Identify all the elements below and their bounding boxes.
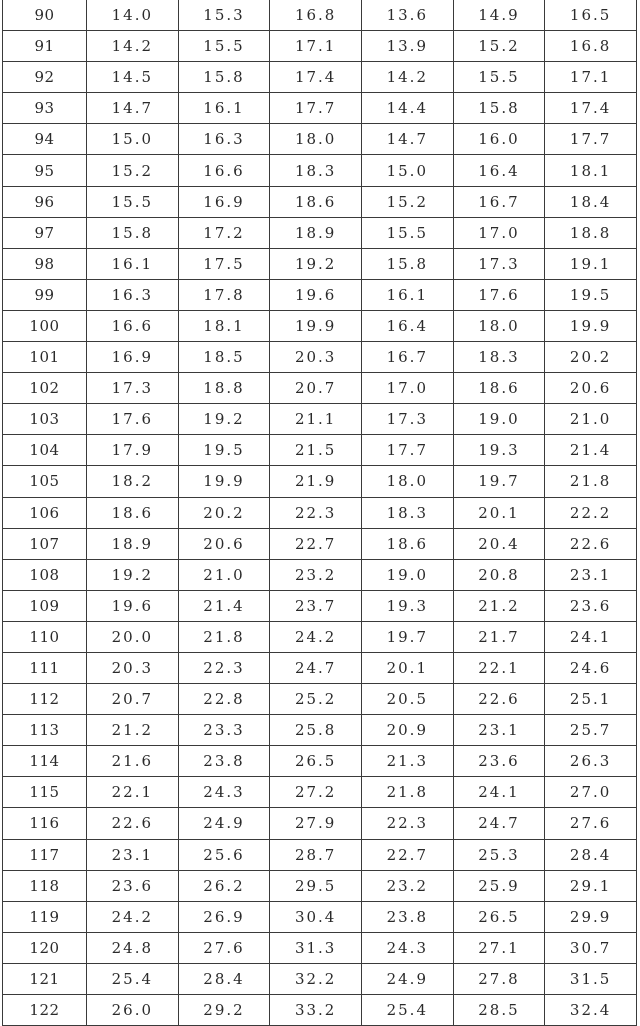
table-cell: 24.6 xyxy=(545,652,637,683)
table-cell: 19.6 xyxy=(270,279,362,310)
table-cell: 15.5 xyxy=(361,217,453,248)
table-cell: 20.0 xyxy=(87,621,179,652)
table-cell: 15.3 xyxy=(178,0,270,31)
table-cell: 25.4 xyxy=(361,995,453,1026)
table-cell: 16.8 xyxy=(545,31,637,62)
table-cell: 19.2 xyxy=(87,559,179,590)
table-cell: 24.3 xyxy=(178,777,270,808)
table-row xyxy=(3,715,637,746)
table-cell: 16.3 xyxy=(178,124,270,155)
table-cell: 24.7 xyxy=(453,808,545,839)
row-header-cell: 96 xyxy=(3,186,87,217)
row-header-cell: 98 xyxy=(3,248,87,279)
table-cell: 15.2 xyxy=(87,155,179,186)
table-cell: 21.4 xyxy=(545,435,637,466)
table-cell: 18.2 xyxy=(87,466,179,497)
table-cell: 17.7 xyxy=(270,93,362,124)
table-cell: 17.6 xyxy=(87,404,179,435)
table-cell: 21.8 xyxy=(545,466,637,497)
table-cell: 27.1 xyxy=(453,932,545,963)
table-cell: 20.5 xyxy=(361,684,453,715)
table-body xyxy=(3,0,637,1026)
row-header-cell: 93 xyxy=(3,93,87,124)
table-cell: 26.2 xyxy=(178,870,270,901)
row-header-cell: 117 xyxy=(3,839,87,870)
table-row xyxy=(3,217,637,248)
table-cell: 27.6 xyxy=(545,808,637,839)
table-cell: 22.6 xyxy=(545,528,637,559)
table-cell: 16.3 xyxy=(87,279,179,310)
table-cell: 16.9 xyxy=(87,342,179,373)
table-cell: 20.1 xyxy=(453,497,545,528)
table-cell: 18.6 xyxy=(87,497,179,528)
table-cell: 18.6 xyxy=(361,528,453,559)
table-cell: 26.0 xyxy=(87,995,179,1026)
row-header-cell: 121 xyxy=(3,963,87,994)
table-cell: 29.1 xyxy=(545,870,637,901)
table-cell: 18.6 xyxy=(270,186,362,217)
row-header-cell: 110 xyxy=(3,621,87,652)
row-header-cell: 113 xyxy=(3,715,87,746)
table-cell: 16.8 xyxy=(270,0,362,31)
table-row xyxy=(3,373,637,404)
table-cell: 15.0 xyxy=(87,124,179,155)
table-cell: 22.3 xyxy=(361,808,453,839)
row-header-cell: 116 xyxy=(3,808,87,839)
table-cell: 17.6 xyxy=(453,279,545,310)
table-cell: 19.0 xyxy=(361,559,453,590)
table-cell: 15.8 xyxy=(178,62,270,93)
table-cell: 17.7 xyxy=(545,124,637,155)
row-header-cell: 118 xyxy=(3,870,87,901)
table-cell: 29.5 xyxy=(270,870,362,901)
table-cell: 19.5 xyxy=(545,279,637,310)
table-cell: 20.4 xyxy=(453,528,545,559)
table-cell: 21.4 xyxy=(178,590,270,621)
table-row xyxy=(3,652,637,683)
table-cell: 14.2 xyxy=(361,62,453,93)
table-row xyxy=(3,590,637,621)
table-cell: 32.2 xyxy=(270,963,362,994)
row-header-cell: 122 xyxy=(3,995,87,1026)
row-header-cell: 101 xyxy=(3,342,87,373)
table-cell: 21.7 xyxy=(453,621,545,652)
table-cell: 25.2 xyxy=(270,684,362,715)
table-cell: 23.2 xyxy=(361,870,453,901)
table-cell: 17.4 xyxy=(270,62,362,93)
table-cell: 16.6 xyxy=(178,155,270,186)
table-cell: 16.4 xyxy=(453,155,545,186)
table-cell: 16.4 xyxy=(361,310,453,341)
table-cell: 27.0 xyxy=(545,777,637,808)
table-cell: 17.7 xyxy=(361,435,453,466)
table-cell: 16.9 xyxy=(178,186,270,217)
table-row xyxy=(3,684,637,715)
table-cell: 32.4 xyxy=(545,995,637,1026)
table-cell: 30.7 xyxy=(545,932,637,963)
table-cell: 21.6 xyxy=(87,746,179,777)
row-header-cell: 107 xyxy=(3,528,87,559)
table-cell: 24.1 xyxy=(453,777,545,808)
table-cell: 17.3 xyxy=(87,373,179,404)
table-cell: 14.7 xyxy=(361,124,453,155)
table-cell: 20.8 xyxy=(453,559,545,590)
table-cell: 18.1 xyxy=(545,155,637,186)
table-cell: 23.6 xyxy=(87,870,179,901)
table-cell: 16.7 xyxy=(361,342,453,373)
table-cell: 18.8 xyxy=(545,217,637,248)
table-cell: 22.1 xyxy=(453,652,545,683)
table-cell: 20.3 xyxy=(87,652,179,683)
table-cell: 27.2 xyxy=(270,777,362,808)
table-cell: 18.5 xyxy=(178,342,270,373)
table-cell: 17.2 xyxy=(178,217,270,248)
table-cell: 22.3 xyxy=(270,497,362,528)
table-cell: 22.8 xyxy=(178,684,270,715)
table-cell: 18.1 xyxy=(178,310,270,341)
table-cell: 22.3 xyxy=(178,652,270,683)
table-cell: 17.8 xyxy=(178,279,270,310)
table-cell: 30.4 xyxy=(270,901,362,932)
table-cell: 19.3 xyxy=(361,590,453,621)
table-cell: 29.2 xyxy=(178,995,270,1026)
table-cell: 23.8 xyxy=(178,746,270,777)
table-cell: 21.0 xyxy=(178,559,270,590)
table-cell: 25.4 xyxy=(87,963,179,994)
table-cell: 19.0 xyxy=(453,404,545,435)
row-header-cell: 100 xyxy=(3,310,87,341)
table-cell: 20.7 xyxy=(270,373,362,404)
table-cell: 31.5 xyxy=(545,963,637,994)
table-cell: 22.7 xyxy=(361,839,453,870)
table-row xyxy=(3,0,637,31)
table-cell: 24.7 xyxy=(270,652,362,683)
table-cell: 25.8 xyxy=(270,715,362,746)
table-cell: 14.2 xyxy=(87,31,179,62)
row-header-cell: 115 xyxy=(3,777,87,808)
table-row xyxy=(3,404,637,435)
row-header-cell: 109 xyxy=(3,590,87,621)
table-cell: 21.8 xyxy=(361,777,453,808)
row-header-cell: 103 xyxy=(3,404,87,435)
table-cell: 28.4 xyxy=(178,963,270,994)
table-cell: 20.6 xyxy=(545,373,637,404)
table-cell: 20.2 xyxy=(545,342,637,373)
table-cell: 21.9 xyxy=(270,466,362,497)
table-cell: 15.5 xyxy=(178,31,270,62)
table-cell: 23.8 xyxy=(361,901,453,932)
table-cell: 26.5 xyxy=(453,901,545,932)
row-header-cell: 105 xyxy=(3,466,87,497)
table-cell: 27.6 xyxy=(178,932,270,963)
table-cell: 17.9 xyxy=(87,435,179,466)
table-cell: 18.0 xyxy=(453,310,545,341)
table-cell: 22.1 xyxy=(87,777,179,808)
row-header-cell: 108 xyxy=(3,559,87,590)
table-row xyxy=(3,901,637,932)
table-cell: 17.0 xyxy=(361,373,453,404)
table-cell: 26.9 xyxy=(178,901,270,932)
table-cell: 21.2 xyxy=(453,590,545,621)
table-cell: 19.2 xyxy=(270,248,362,279)
table-row xyxy=(3,310,637,341)
row-header-cell: 114 xyxy=(3,746,87,777)
table-row xyxy=(3,342,637,373)
table-row xyxy=(3,186,637,217)
table-row xyxy=(3,279,637,310)
table-cell: 24.9 xyxy=(178,808,270,839)
table-cell: 25.6 xyxy=(178,839,270,870)
table-row xyxy=(3,870,637,901)
row-header-cell: 99 xyxy=(3,279,87,310)
row-header-cell: 91 xyxy=(3,31,87,62)
table-cell: 23.1 xyxy=(87,839,179,870)
table-cell: 15.8 xyxy=(453,93,545,124)
row-header-cell: 111 xyxy=(3,652,87,683)
table-cell: 17.1 xyxy=(545,62,637,93)
table-cell: 24.2 xyxy=(87,901,179,932)
row-header-cell: 119 xyxy=(3,901,87,932)
table-cell: 23.7 xyxy=(270,590,362,621)
table-cell: 18.9 xyxy=(270,217,362,248)
table-cell: 14.7 xyxy=(87,93,179,124)
table-cell: 17.5 xyxy=(178,248,270,279)
table-row xyxy=(3,621,637,652)
table-cell: 22.7 xyxy=(270,528,362,559)
row-header-cell: 95 xyxy=(3,155,87,186)
table-cell: 29.9 xyxy=(545,901,637,932)
table-cell: 18.0 xyxy=(270,124,362,155)
table-cell: 21.0 xyxy=(545,404,637,435)
table-cell: 19.1 xyxy=(545,248,637,279)
table-cell: 28.5 xyxy=(453,995,545,1026)
table-cell: 15.2 xyxy=(453,31,545,62)
table-row xyxy=(3,248,637,279)
row-header-cell: 90 xyxy=(3,0,87,31)
table-cell: 27.9 xyxy=(270,808,362,839)
table-cell: 23.1 xyxy=(545,559,637,590)
table-row xyxy=(3,435,637,466)
table-row xyxy=(3,62,637,93)
row-header-cell: 102 xyxy=(3,373,87,404)
table-row xyxy=(3,746,637,777)
table-cell: 18.6 xyxy=(453,373,545,404)
table-row xyxy=(3,155,637,186)
table-row xyxy=(3,528,637,559)
table-cell: 20.7 xyxy=(87,684,179,715)
table-row xyxy=(3,808,637,839)
row-header-cell: 106 xyxy=(3,497,87,528)
data-table xyxy=(2,0,637,1026)
table-cell: 16.6 xyxy=(87,310,179,341)
table-cell: 15.5 xyxy=(453,62,545,93)
table-row xyxy=(3,93,637,124)
table-cell: 23.1 xyxy=(453,715,545,746)
table-cell: 15.5 xyxy=(87,186,179,217)
table-row xyxy=(3,559,637,590)
table-cell: 33.2 xyxy=(270,995,362,1026)
table-cell: 15.8 xyxy=(361,248,453,279)
table-cell: 19.7 xyxy=(453,466,545,497)
table-cell: 19.6 xyxy=(87,590,179,621)
row-header-cell: 104 xyxy=(3,435,87,466)
table-cell: 18.4 xyxy=(545,186,637,217)
table-cell: 20.3 xyxy=(270,342,362,373)
row-header-cell: 120 xyxy=(3,932,87,963)
table-cell: 18.0 xyxy=(361,466,453,497)
table-cell: 20.1 xyxy=(361,652,453,683)
table-cell: 14.9 xyxy=(453,0,545,31)
table-cell: 16.1 xyxy=(178,93,270,124)
table-cell: 25.3 xyxy=(453,839,545,870)
table-cell: 17.4 xyxy=(545,93,637,124)
table-cell: 24.9 xyxy=(361,963,453,994)
table-cell: 18.8 xyxy=(178,373,270,404)
table-cell: 22.6 xyxy=(87,808,179,839)
table-cell: 23.6 xyxy=(453,746,545,777)
row-header-cell: 92 xyxy=(3,62,87,93)
table-cell: 24.3 xyxy=(361,932,453,963)
table-cell: 25.9 xyxy=(453,870,545,901)
table-cell: 18.9 xyxy=(87,528,179,559)
table-cell: 19.9 xyxy=(545,310,637,341)
table-row xyxy=(3,497,637,528)
table-cell: 17.1 xyxy=(270,31,362,62)
table-cell: 24.8 xyxy=(87,932,179,963)
table-cell: 24.2 xyxy=(270,621,362,652)
table-cell: 21.8 xyxy=(178,621,270,652)
table-cell: 13.6 xyxy=(361,0,453,31)
table-cell: 22.6 xyxy=(453,684,545,715)
row-header-cell: 97 xyxy=(3,217,87,248)
table-cell: 20.9 xyxy=(361,715,453,746)
table-row xyxy=(3,466,637,497)
table-row xyxy=(3,995,637,1026)
table-cell: 19.5 xyxy=(178,435,270,466)
table-cell: 16.1 xyxy=(361,279,453,310)
row-header-cell: 94 xyxy=(3,124,87,155)
table-row xyxy=(3,31,637,62)
table-cell: 15.0 xyxy=(361,155,453,186)
table-cell: 28.7 xyxy=(270,839,362,870)
table-cell: 24.1 xyxy=(545,621,637,652)
table-cell: 18.3 xyxy=(453,342,545,373)
table-cell: 25.1 xyxy=(545,684,637,715)
table-cell: 17.3 xyxy=(361,404,453,435)
table-cell: 22.2 xyxy=(545,497,637,528)
table-row xyxy=(3,839,637,870)
table-cell: 17.3 xyxy=(453,248,545,279)
table-cell: 16.7 xyxy=(453,186,545,217)
table-cell: 21.1 xyxy=(270,404,362,435)
table-cell: 26.5 xyxy=(270,746,362,777)
table-cell: 14.5 xyxy=(87,62,179,93)
table-cell: 18.3 xyxy=(361,497,453,528)
table-cell: 25.7 xyxy=(545,715,637,746)
table-row xyxy=(3,963,637,994)
table-cell: 19.3 xyxy=(453,435,545,466)
row-header-cell: 112 xyxy=(3,684,87,715)
table-cell: 23.2 xyxy=(270,559,362,590)
table-cell: 19.7 xyxy=(361,621,453,652)
table-cell: 17.0 xyxy=(453,217,545,248)
table-cell: 14.4 xyxy=(361,93,453,124)
table-row xyxy=(3,777,637,808)
table-cell: 21.5 xyxy=(270,435,362,466)
table-cell: 21.2 xyxy=(87,715,179,746)
table-cell: 27.8 xyxy=(453,963,545,994)
table-cell: 18.3 xyxy=(270,155,362,186)
table-cell: 21.3 xyxy=(361,746,453,777)
table-cell: 19.9 xyxy=(270,310,362,341)
table-cell: 13.9 xyxy=(361,31,453,62)
table-cell: 15.8 xyxy=(87,217,179,248)
table-cell: 19.9 xyxy=(178,466,270,497)
table-cell: 16.0 xyxy=(453,124,545,155)
table-cell: 26.3 xyxy=(545,746,637,777)
table-cell: 23.3 xyxy=(178,715,270,746)
table-cell: 15.2 xyxy=(361,186,453,217)
table-row xyxy=(3,932,637,963)
table-cell: 14.0 xyxy=(87,0,179,31)
table-cell: 20.6 xyxy=(178,528,270,559)
table-cell: 20.2 xyxy=(178,497,270,528)
table-cell: 23.6 xyxy=(545,590,637,621)
table-cell: 16.1 xyxy=(87,248,179,279)
table-cell: 19.2 xyxy=(178,404,270,435)
table-cell: 31.3 xyxy=(270,932,362,963)
table-cell: 28.4 xyxy=(545,839,637,870)
table-row xyxy=(3,124,637,155)
table-cell: 16.5 xyxy=(545,0,637,31)
